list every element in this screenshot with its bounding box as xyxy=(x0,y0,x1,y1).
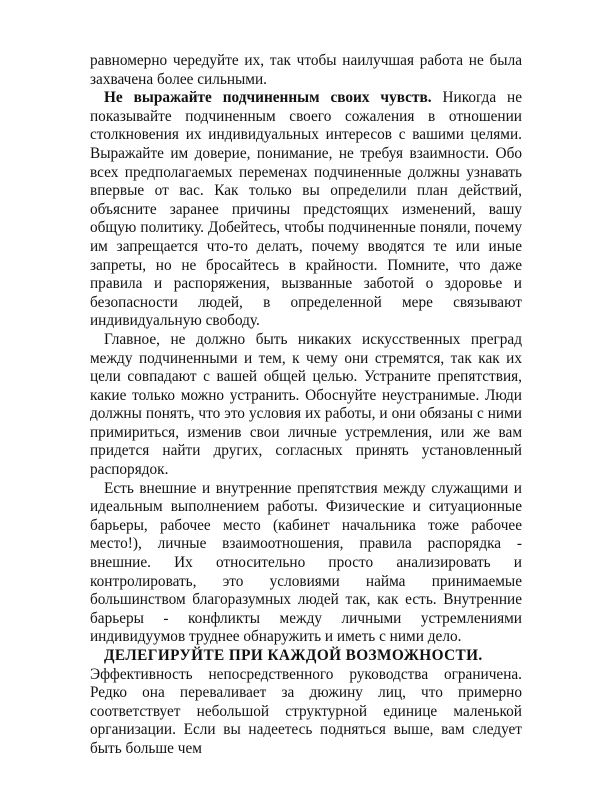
section-heading: ДЕЛЕГИРУЙТЕ ПРИ КАЖДОЙ ВОЗМОЖНОСТИ. xyxy=(104,647,483,664)
paragraph-barriers-goal xyxy=(90,331,522,480)
paragraph-continuation xyxy=(90,52,522,89)
paragraph-delegate-body xyxy=(90,666,522,759)
document-page xyxy=(90,52,522,759)
paragraph-text: Никогда не показывайте подчиненным своего сожаления в отношении столкновения их индивидуальных интересов с вашими целями. Выражайте им доверие, понимание, не требуя взаимности. Обо всех предполагаемых переменах подчиненные должны узнавать впервые от вас. Как только вы определили план действий, объясните заранее причины предстоящих изменений, вашу общую политику. Добейтесь, чтобы подчиненные поняли, почему им запрещается что-то делать, почему вводятся те или иные запреты, но не бросайтесь в крайности. Помните, что даже правила и распоряжения, вызванные заботой о здоровье и безопасности людей, в определенной мере связывают индивидуальную свободу. xyxy=(90,89,523,330)
paragraph-text: Есть внешние и внутренние препятствия между служащими и идеальным выполнением работы. Физические и ситуационные барьеры, рабочее место (кабинет начальника тоже рабочее место!), личные взаимоотношения, правила распорядка - внешние. Их относительно просто анализировать и контролировать, это условиями найма принимаемые большинством благоразумных людей так, как есть. Внутренние барьеры - конфликты между личными устремлениями индивидуумов труднее обнаружить и иметь с ними дело. xyxy=(90,479,522,646)
paragraph-feelings xyxy=(90,89,522,331)
paragraph-lead-heading: Не выражайте подчиненным своих чувств. xyxy=(104,89,432,107)
paragraph-external-internal-barriers xyxy=(90,480,522,647)
paragraph-text: равномерно чередуйте их, так чтобы наилучшая работа не была захвачена более сильными. xyxy=(90,52,522,88)
paragraph-text: Главное, не должно быть никаких искусственных преград между подчиненными и тем, к чему они стремятся, так как их цели совпадают с вашей общей целью. Устраните препятствия, какие только можно устранить. Обоснуйте неустранимые. Люди должны понять, что это условия их работы, и они обязаны с ними примириться, изменив свои личные устремления, или же вам придется найти других, согласных принять установленный распорядок. xyxy=(90,330,522,479)
paragraph-text: Эффективность непосредственного руководства ограничена. Редко она переваливает за дюжину лиц, что примерно соответствует небольшой структурной единице маленькой организации. Если вы надеетесь подняться выше, вам следует быть больше чем xyxy=(90,665,522,757)
paragraph-delegate-heading xyxy=(90,647,522,666)
